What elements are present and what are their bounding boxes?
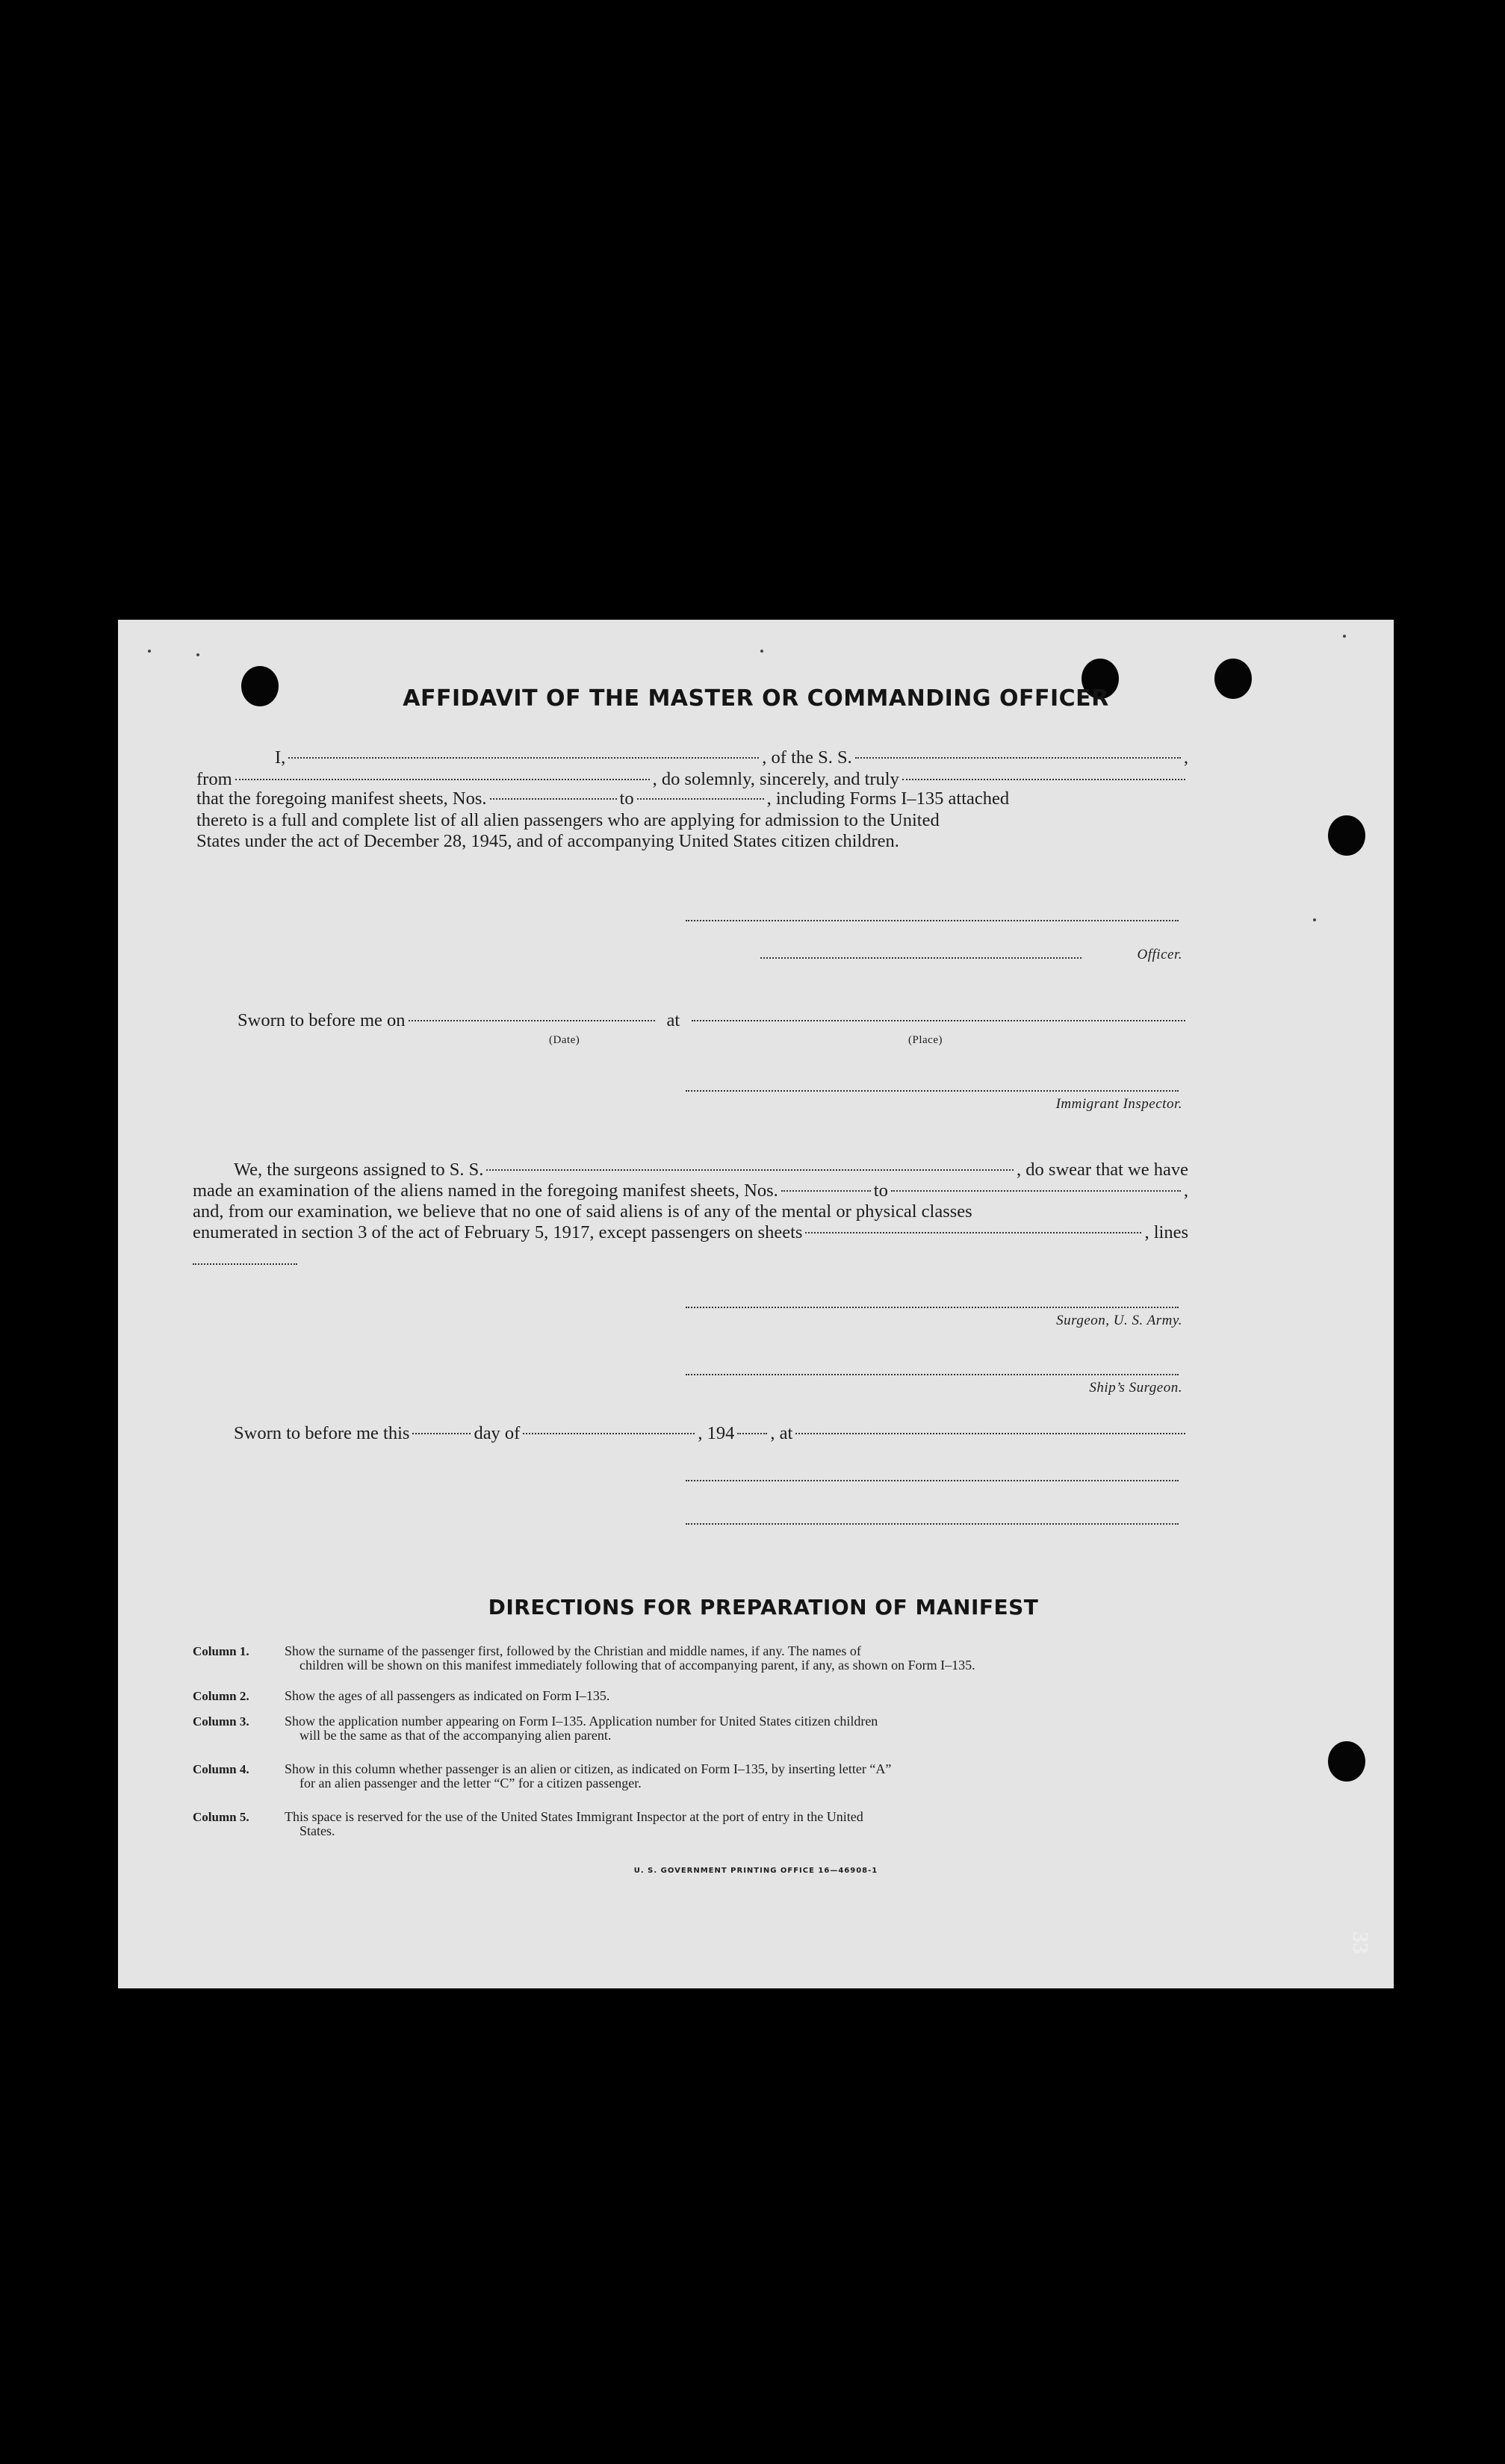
- direction-column-label: Column 4.: [193, 1762, 249, 1776]
- inspector-signature-line[interactable]: [686, 1090, 1179, 1092]
- direction-text-continuation: children will be shown on this manifest immediately following that of accompanying parent, if any, as shown on Form I–135.: [300, 1658, 975, 1673]
- direction-column-label: Column 3.: [193, 1714, 249, 1729]
- direction-column-label: Column 2.: [193, 1689, 249, 1703]
- surgeons-text: , lines: [1144, 1222, 1188, 1242]
- affidavit-text: ,: [1183, 747, 1188, 768]
- direction-text: [285, 1644, 1188, 1673]
- sworn-year-field[interactable]: [737, 1433, 767, 1434]
- speck: [1313, 918, 1316, 921]
- direction-text-main: Show the ages of all passengers as indicated on Form I–135.: [285, 1688, 610, 1703]
- direction-text: [285, 1714, 1188, 1743]
- affidavit-title: AFFIDAVIT OF THE MASTER OR COMMANDING OFFICER: [403, 685, 1109, 712]
- direction-text-continuation: will be the same as that of the accompanying alien parent.: [300, 1728, 612, 1743]
- direction-text: [285, 1762, 1188, 1791]
- speck: [760, 650, 763, 653]
- surgeons-sheet-from-field[interactable]: [781, 1190, 871, 1192]
- directions-title: DIRECTIONS FOR PREPARATION OF MANIFEST: [488, 1595, 1039, 1620]
- sworn-title-line[interactable]: [686, 1523, 1179, 1525]
- direction-item: [193, 1810, 1188, 1838]
- army-surgeon-caption: Surgeon, U. S. Army.: [1056, 1313, 1182, 1328]
- excepted-lines-field[interactable]: [193, 1263, 297, 1265]
- direction-text-main: Show the application number appearing on Form I–135. Application number for United States citizen children: [285, 1714, 878, 1729]
- affidavit-text: that the foregoing manifest sheets, Nos.: [196, 788, 487, 809]
- affidavit-text: , do solemnly, sincerely, and truly: [652, 769, 899, 789]
- surgeons-line-1: [234, 1159, 1188, 1181]
- direction-text: [285, 1810, 1188, 1838]
- punch-hole: [1328, 815, 1365, 856]
- direction-text-continuation: for an alien passenger and the letter “C” for a citizen passenger.: [300, 1776, 642, 1791]
- surgeons-line-4: [193, 1222, 1188, 1244]
- sworn-place-field[interactable]: [692, 1020, 1185, 1021]
- affidavit-line-1: [275, 747, 1188, 769]
- direction-text-main: Show in this column whether passenger is an alien or citizen, as indicated on Form I–135, by inserting letter “A”: [285, 1761, 892, 1776]
- master-name-field[interactable]: [288, 757, 759, 759]
- manifest-form-page: [118, 620, 1394, 1988]
- punch-hole: [1328, 1741, 1365, 1782]
- ship-surgeon-signature-line[interactable]: [686, 1374, 1179, 1375]
- speck: [148, 650, 151, 653]
- affidavit-text: I,: [275, 747, 286, 768]
- page-number-mark: 33: [1348, 1932, 1373, 1954]
- sworn-date-field[interactable]: [409, 1020, 655, 1021]
- affidavit-text: thereto is a full and complete list of all alien passengers who are applying for admission to the United: [196, 810, 940, 830]
- direction-text-main: This space is reserved for the use of the United States Immigrant Inspector at the port of entry in the United: [285, 1809, 863, 1824]
- affidavit-text: , including Forms I–135 attached: [766, 788, 1010, 809]
- affidavit-text: , of the S. S.: [762, 747, 852, 768]
- signature-line[interactable]: [686, 920, 1179, 921]
- date-caption: (Date): [549, 1034, 580, 1046]
- direction-text-continuation: States.: [300, 1823, 335, 1838]
- sworn-text: at: [666, 1010, 680, 1030]
- inspector-caption: Immigrant Inspector.: [1055, 1096, 1182, 1112]
- place-caption: (Place): [908, 1034, 943, 1046]
- direction-column-label: Column 1.: [193, 1644, 249, 1658]
- sheet-to-field[interactable]: [637, 798, 764, 800]
- sworn-text: Sworn to before me this: [234, 1423, 410, 1443]
- direction-item: [193, 1714, 1188, 1743]
- sworn-signature-line[interactable]: [686, 1480, 1179, 1481]
- surgeons-text: to: [873, 1180, 888, 1201]
- affidavit-line-3: [196, 788, 1188, 810]
- direction-text-main: Show the surname of the passenger first, followed by the Christian and middle names, if any. The names of: [285, 1643, 861, 1658]
- departure-port-field[interactable]: [235, 779, 650, 780]
- sworn-month-field[interactable]: [523, 1433, 695, 1434]
- officer-caption: Officer.: [1137, 947, 1182, 962]
- excepted-sheets-field[interactable]: [805, 1232, 1141, 1233]
- sworn-text: , at: [770, 1423, 793, 1443]
- army-surgeon-signature-line[interactable]: [686, 1307, 1179, 1308]
- direction-item: [193, 1762, 1188, 1791]
- sworn-line-2: [234, 1422, 1188, 1445]
- officer-signature-line[interactable]: [760, 957, 1082, 959]
- direction-item: [193, 1644, 1188, 1673]
- direction-text: [285, 1689, 1188, 1703]
- sworn-text: , 194: [698, 1423, 735, 1443]
- speck: [196, 653, 199, 656]
- direction-column-label: Column 5.: [193, 1810, 249, 1824]
- sworn-day-field[interactable]: [412, 1433, 471, 1434]
- surgeons-ship-field[interactable]: [486, 1169, 1014, 1171]
- affidavit-text: States under the act of December 28, 1945, and of accompanying United States citizen children.: [196, 831, 899, 851]
- surgeons-text: made an examination of the aliens named in the foregoing manifest sheets, Nos.: [193, 1180, 778, 1201]
- sworn-location-field[interactable]: [795, 1433, 1185, 1434]
- ship-surgeon-caption: Ship’s Surgeon.: [1089, 1380, 1182, 1396]
- surgeons-text: , do swear that we have: [1017, 1160, 1188, 1180]
- sworn-text: Sworn to before me on: [238, 1010, 406, 1030]
- direction-item: [193, 1689, 1188, 1703]
- surgeons-line-2: [193, 1180, 1188, 1202]
- declaration-field[interactable]: [902, 779, 1185, 780]
- affidavit-line-5: [196, 830, 1188, 853]
- surgeons-text: enumerated in section 3 of the act of February 5, 1917, except passengers on sheets: [193, 1222, 803, 1242]
- surgeons-text: ,: [1183, 1180, 1188, 1201]
- surgeons-sheet-to-field[interactable]: [891, 1190, 1181, 1192]
- surgeons-text: and, from our examination, we believe that no one of said aliens is of any of the mental or physical classes: [193, 1201, 972, 1222]
- speck: [1343, 635, 1346, 638]
- sworn-line-1: [238, 1009, 1188, 1032]
- affidavit-text: from: [196, 769, 232, 789]
- sworn-text: day of: [474, 1423, 521, 1443]
- surgeons-text: We, the surgeons assigned to S. S.: [234, 1160, 484, 1180]
- surgeons-line-3: [193, 1201, 1188, 1223]
- ship-name-field[interactable]: [855, 757, 1181, 759]
- affidavit-line-4: [196, 809, 1188, 832]
- printer-imprint: U. S. GOVERNMENT PRINTING OFFICE 16—46908-1: [633, 1867, 878, 1875]
- affidavit-text: to: [619, 788, 634, 809]
- sheet-from-field[interactable]: [490, 798, 617, 800]
